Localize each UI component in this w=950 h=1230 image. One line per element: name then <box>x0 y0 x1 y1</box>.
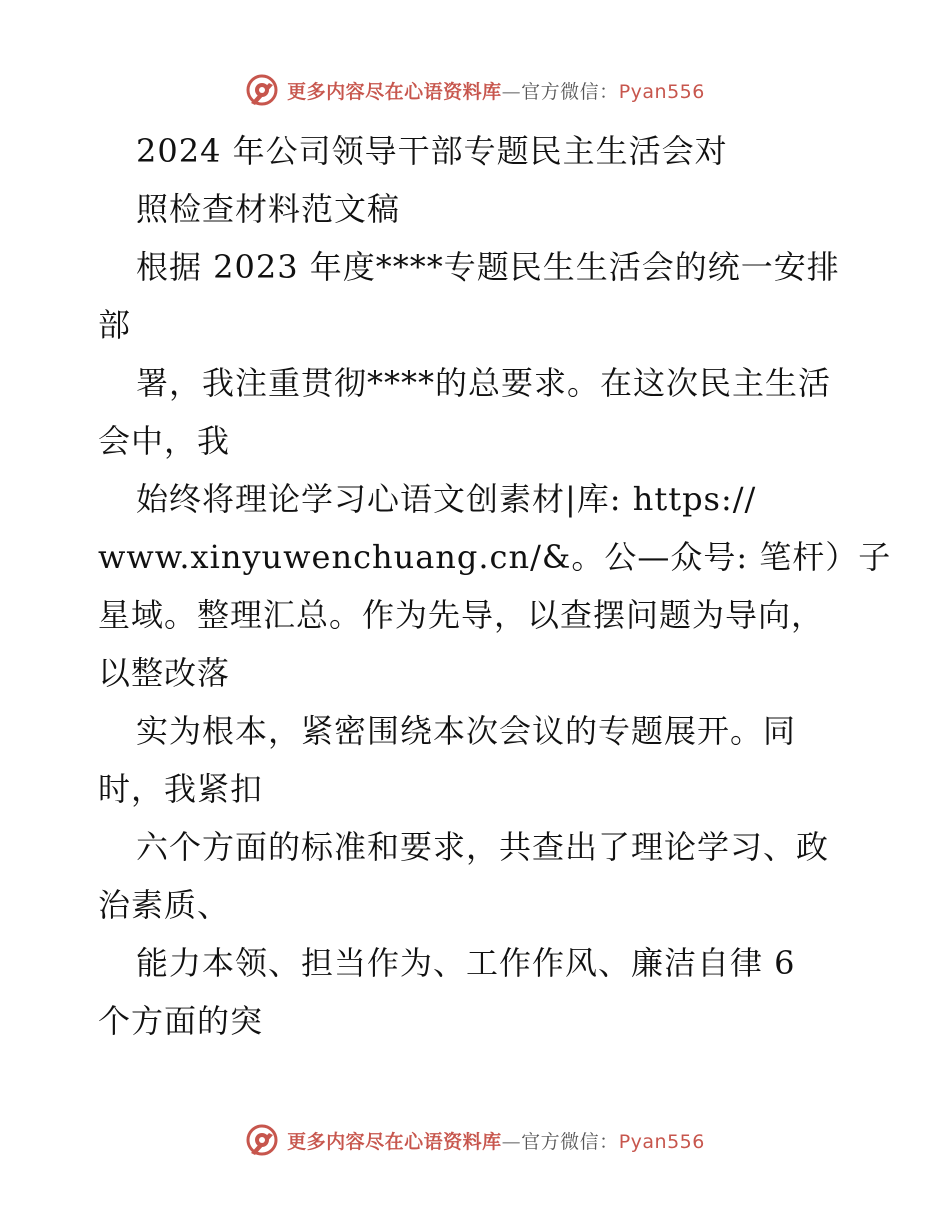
watermark-brand: 更多内容尽在心语资料库 <box>287 1130 502 1153</box>
pen-logo-icon <box>245 1123 279 1157</box>
paragraph-line: 根据 2023 年度****专题民生生活会的统一安排 <box>136 248 840 286</box>
title-line: 照检查材料范文稿 <box>136 190 401 228</box>
paragraph-line: 时，我紧扣 <box>98 770 264 808</box>
header-watermark <box>0 70 950 110</box>
paragraph-line: www.xinyuwenchuang.cn/&。公—众号: 笔杆）子 <box>98 538 892 576</box>
pen-logo-icon <box>245 73 279 107</box>
watermark-separator: — <box>501 80 522 103</box>
paragraph-line: 能力本领、担当作为、工作作风、廉洁自律 6 <box>136 944 796 982</box>
title-line: 2024 年公司领导干部专题民主生活会对 <box>136 132 728 170</box>
watermark-wechat-label: 官方微信： <box>521 1130 619 1153</box>
paragraph-line: 署，我注重贯彻****的总要求。在这次民主生活 <box>136 364 832 402</box>
watermark-wechat-id: Pyan556 <box>618 1130 705 1153</box>
paragraph-line: 星域。整理汇总。作为先导，以查摆问题为导向， <box>98 596 825 634</box>
paragraph-line: 六个方面的标准和要求，共查出了理论学习、政 <box>136 828 830 866</box>
watermark-brand: 更多内容尽在心语资料库 <box>287 80 502 103</box>
paragraph-line: 实为根本，紧密围绕本次会议的专题展开。同 <box>136 712 797 750</box>
footer-watermark <box>0 1120 950 1160</box>
watermark-wechat-id: Pyan556 <box>618 80 705 103</box>
watermark-wechat-label: 官方微信： <box>521 80 619 103</box>
paragraph-line: 个方面的突 <box>98 1002 264 1040</box>
paragraph-line: 始终将理论学习心语文创素材|库: https:// <box>136 480 757 518</box>
document-body <box>98 122 892 1050</box>
paragraph-line: 会中，我 <box>98 422 231 460</box>
paragraph-line: 治素质、 <box>98 886 231 924</box>
watermark-separator: — <box>501 1130 522 1153</box>
paragraph-line: 以整改落 <box>98 654 231 692</box>
paragraph-line: 部 <box>98 306 132 344</box>
